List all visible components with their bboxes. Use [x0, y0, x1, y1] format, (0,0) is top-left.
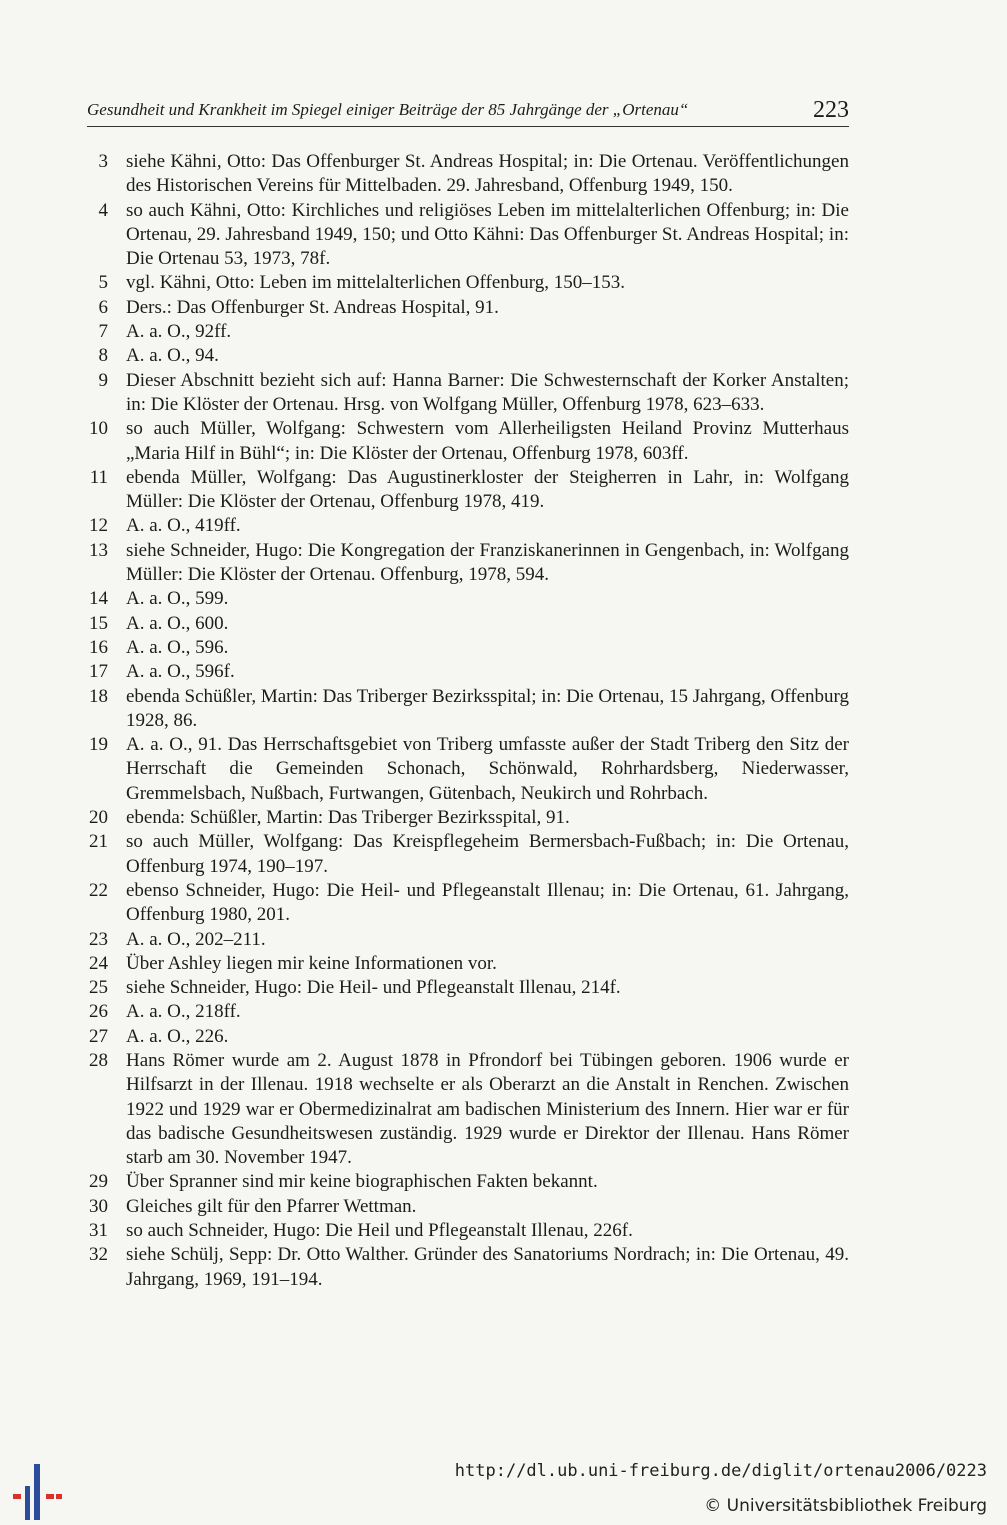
footnote-text: A. a. O., 600. [126, 612, 229, 634]
footnote-number: 6 [98, 296, 108, 318]
footnote-number: 13 [89, 539, 108, 561]
footnote [80, 685, 849, 734]
footnote-text: Hans Römer wurde am 2. August 1878 in Pfrondorf bei Tübingen geboren. 1906 wurde er Hilfsarzt in der Illenau. 1918 wechselte er als Oberarzt an die Anstalt in Renchen. Zwischen 1922 und 1929 war er Obermedizinalrat am badischen Ministerium des Innern. Hier war er für das badische Gesundheitswesen zuständig. 1929 wurde er Direktor der Illenau. Hans Römer starb am 30. November 1947. [126, 1049, 849, 1169]
footnote-number: 31 [89, 1220, 108, 1242]
footnote [80, 830, 849, 879]
footnote [80, 1000, 849, 1024]
footnote-text: Dieser Abschnitt bezieht sich auf: Hanna Barner: Die Schwesternschaft der Korker Anstalten; in: Die Klöster der Ortenau. Hrsg. von Wolfgang Müller, Offenburg 1978, 623–633. [126, 369, 849, 415]
footnote [80, 369, 849, 418]
footnote [80, 952, 849, 976]
footnote-number: 20 [89, 807, 108, 829]
footnote-text: Gleiches gilt für den Pfarrer Wettman. [126, 1195, 417, 1217]
footnote [80, 1170, 849, 1194]
footnote-list [80, 150, 849, 1292]
footnote-number: 23 [89, 928, 108, 950]
footnote-text: A. a. O., 596f. [126, 661, 235, 683]
footnote-text: ebenda Müller, Wolfgang: Das Augustinerkloster der Steigherren in Lahr, in: Wolfgang Müller: Die Klöster der Ortenau, Offenburg 1978, 419. [126, 466, 849, 513]
footnote-number: 17 [89, 661, 108, 683]
footnote [80, 612, 849, 636]
footnote-text: A. a. O., 596. [126, 636, 229, 658]
footnote [80, 587, 849, 611]
footnote [80, 1049, 849, 1170]
footnote-text: vgl. Kähni, Otto: Leben im mittelalterlichen Offenburg, 150–153. [126, 272, 626, 294]
footnote [80, 879, 849, 928]
footnote-text: so auch Müller, Wolfgang: Schwestern vom Allerheiligsten Heiland Provinz Mutterhaus „Maria Hilf in Bühl“; in: Die Klöster der Ortenau, Offenburg 1978, 603ff. [126, 418, 849, 464]
footnote [80, 636, 849, 660]
footnote [80, 928, 849, 952]
footnote-text: so auch Kähni, Otto: Kirchliches und religiöses Leben im mittelalterlichen Offenburg; in: Die Ortenau, 29. Jahresband 1949, 150; und Otto Kähni: Das Offenburger St. Andreas Hospital; in: Die Ortenau 53, 1973, 78f. [126, 199, 849, 270]
footnote-number: 15 [89, 612, 108, 634]
footnote-number: 5 [98, 272, 108, 294]
footnote [80, 344, 849, 368]
footnote [80, 1195, 849, 1219]
footnote-number: 10 [89, 418, 108, 440]
footnote-text: so auch Müller, Wolfgang: Das Kreispflegeheim Bermersbach-Fußbach; in: Die Ortenau, Offenburg 1974, 190–197. [126, 831, 849, 877]
footnote [80, 806, 849, 830]
footnote-number: 12 [89, 515, 108, 537]
library-logo-icon [12, 1462, 64, 1522]
footnote-text: A. a. O., 91. Das Herrschaftsgebiet von Triberg umfasste außer der Stadt Triberg den Sitz der Herrschaft die Gemeinden Schonach, Schönwald, Rohrhardsberg, Niederwasser, Gremmelsbach, Nußbach, Furtwangen, Gütenbach, Neukirch und Rohrbach. [126, 734, 849, 804]
footnote-text: A. a. O., 599. [126, 588, 229, 610]
footnote-text: Über Ashley liegen mir keine Informationen vor. [126, 952, 497, 974]
footnote-number: 25 [89, 977, 108, 999]
footnote-number: 18 [89, 685, 108, 707]
footnote [80, 1219, 849, 1243]
footnote [80, 271, 849, 295]
footnote-text: Ders.: Das Offenburger St. Andreas Hospital, 91. [126, 296, 499, 318]
footnote [80, 296, 849, 320]
footnote-number: 8 [98, 345, 108, 367]
footnote-text: A. a. O., 202–211. [126, 928, 266, 950]
footnote [80, 539, 849, 588]
footnote [80, 417, 849, 466]
footnote-number: 7 [98, 321, 108, 343]
page-header [87, 94, 849, 127]
footnote-number: 14 [89, 588, 108, 610]
footnote-number: 29 [89, 1171, 108, 1193]
footnote-number: 16 [89, 636, 108, 658]
running-title: Gesundheit und Krankheit im Spiegel einiger Beiträge der 85 Jahrgänge der „Ortenau“ [87, 100, 689, 119]
footnote-text: A. a. O., 226. [126, 1025, 229, 1047]
footnote [80, 199, 849, 272]
footnote-number: 9 [98, 369, 108, 391]
footnote [80, 466, 849, 515]
footnote-number: 30 [89, 1195, 108, 1217]
footnote-text: so auch Schneider, Hugo: Die Heil und Pflegeanstalt Illenau, 226f. [126, 1220, 633, 1242]
footnote-number: 28 [89, 1049, 108, 1071]
footnote-number: 19 [89, 734, 108, 756]
footnote [80, 1243, 849, 1292]
footnote [80, 514, 849, 538]
footnote-text: ebenda Schüßler, Martin: Das Triberger Bezirksspital; in: Die Ortenau, 15 Jahrgang, Offenburg 1928, 86. [126, 685, 849, 731]
footnote-number: 3 [98, 151, 108, 172]
footnote-text: ebenso Schneider, Hugo: Die Heil- und Pflegeanstalt Illenau; in: Die Ortenau, 61. Jahrgang, Offenburg 1980, 201. [126, 879, 849, 926]
footnote [80, 733, 849, 806]
page-number: 223 [813, 97, 849, 123]
copyright-notice: © Universitätsbibliothek Freiburg [704, 1496, 987, 1516]
footnote [80, 1025, 849, 1049]
footnote-text: ebenda: Schüßler, Martin: Das Triberger Bezirksspital, 91. [126, 807, 570, 829]
footnote-number: 21 [89, 831, 108, 853]
footnote-number: 24 [89, 952, 108, 974]
footnote [80, 150, 849, 199]
source-url[interactable]: http://dl.ub.uni-freiburg.de/diglit/ortenau2006/0223 [454, 1461, 987, 1481]
footnote-text: A. a. O., 92ff. [126, 321, 232, 343]
footnote-text: siehe Schneider, Hugo: Die Kongregation der Franziskanerinnen in Gengenbach, in: Wolfgang Müller: Die Klöster der Ortenau. Offenburg, 1978, 594. [126, 539, 849, 586]
footnote-number: 26 [89, 1001, 108, 1023]
footnote-text: siehe Schülj, Sepp: Dr. Otto Walther. Gründer des Sanatoriums Nordrach; in: Die Ortenau, 49. Jahrgang, 1969, 191–194. [126, 1244, 849, 1290]
footnote-number: 27 [89, 1025, 108, 1047]
footnote-number: 22 [89, 879, 108, 901]
footnote [80, 320, 849, 344]
footnote-text: A. a. O., 419ff. [126, 515, 241, 537]
footnote-text: A. a. O., 218ff. [126, 1001, 241, 1023]
footnote-text: A. a. O., 94. [126, 345, 219, 367]
footnote-text: Über Spranner sind mir keine biographischen Fakten bekannt. [126, 1171, 598, 1193]
footnote-text: siehe Schneider, Hugo: Die Heil- und Pflegeanstalt Illenau, 214f. [126, 977, 621, 999]
footnote-number: 32 [89, 1244, 108, 1266]
footnote-number: 11 [89, 466, 108, 488]
footnote-text: siehe Kähni, Otto: Das Offenburger St. Andreas Hospital; in: Die Ortenau. Veröffentlichungen des Historischen Vereins für Mittelbaden. 29. Jahresband, Offenburg 1949, 150. [126, 151, 849, 197]
footnote-number: 4 [98, 199, 108, 221]
footnote [80, 976, 849, 1000]
footnote [80, 660, 849, 684]
